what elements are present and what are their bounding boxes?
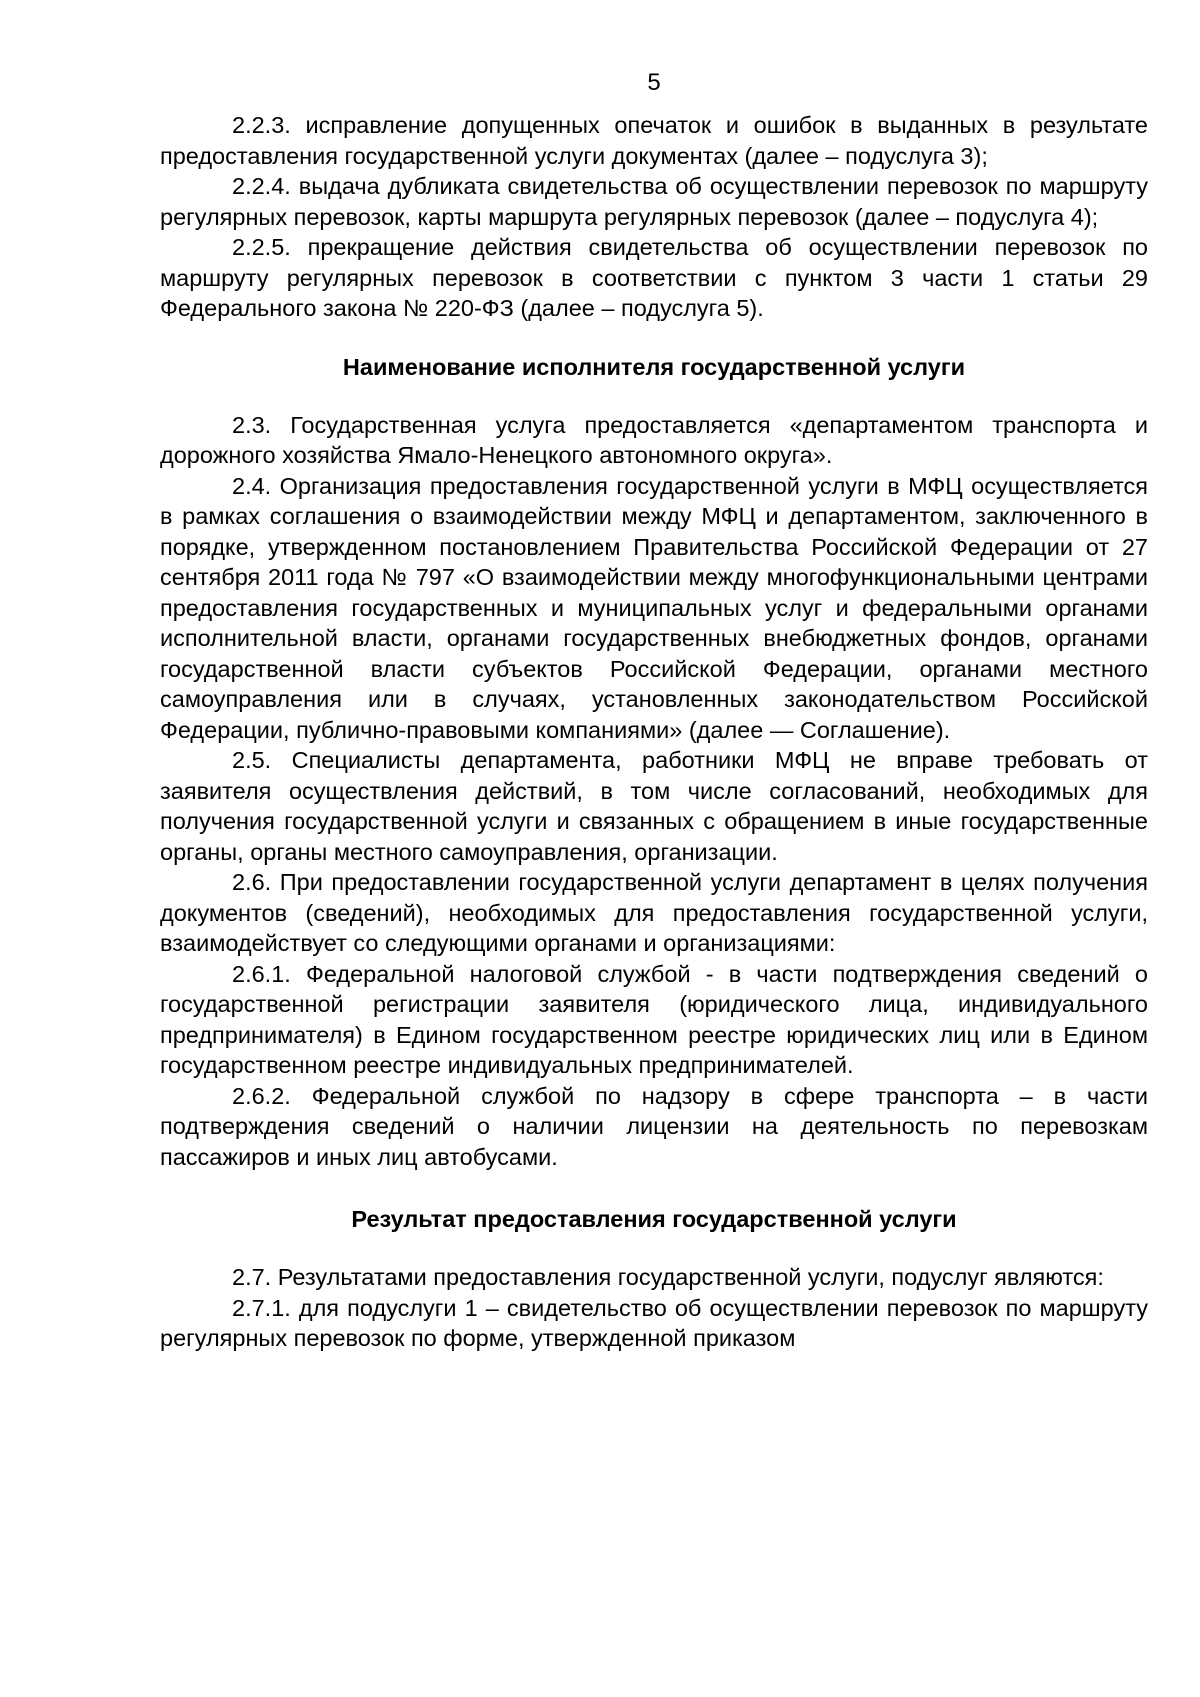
document-page (160, 68, 1148, 1354)
paragraph-2-6-2: 2.6.2. Федеральной службой по надзору в сфере транспорта – в части подтверждения сведений о наличии лицензии на деятельность по перевозкам пассажиров и иных лиц автобусами. (160, 1082, 1148, 1170)
paragraph-2-2-5: 2.2.5. прекращение действия свидетельства об осуществлении перевозок по маршруту регулярных перевозок в соответствии с пунктом 3 части 1 статьи 29 Федерального закона № 220-ФЗ (далее – подуслуга 5). (160, 234, 1148, 321)
section-heading-executor: Наименование исполнителя государственной услуги (342, 353, 966, 380)
page-number: 5 (647, 69, 661, 96)
paragraph-2-7: 2.7. Результатами предоставления государственной услуги, подуслуг являются: (232, 1264, 1104, 1290)
paragraph-2-4: 2.4. Организация предоставления государственной услуги в МФЦ осуществляется в рамках соглашения о взаимодействии между МФЦ и департаментом, заключенного в порядке, утвержденном постановлением Правительства Российской Федерации от 27 сентября 2011 года № 797 «О взаимодействии между многофункциональными центрами предоставления государственных и муниципальных услуг и федеральными органами исполнительной власти, органами государственных внебюджетных фондов, органами государственной власти субъектов Российской Федерации, органами местного самоуправления или в случаях, установленных законодательством Российской Федерации, публично-правовыми компаниями» (далее — Соглашение). (160, 472, 1148, 743)
paragraph-2-6-1: 2.6.1. Федеральной налоговой службой - в части подтверждения сведений о государственной регистрации заявителя (юридического лица, индивидуального предпринимателя) в Едином государственном реестре юридических лиц или в Едином государственном реестре индивидуальных предпринимателей. (160, 960, 1148, 1078)
paragraph-2-2-4: 2.2.4. выдача дубликата свидетельства об осуществлении перевозок по маршруту регулярных перевозок, карты маршрута регулярных перевозок (далее – подуслуга 4); (160, 173, 1148, 230)
paragraph-2-7-1: 2.7.1. для подуслуги 1 – свидетельство об осуществлении перевозок по маршруту регулярных перевозок по форме, утвержденной приказом (160, 1294, 1148, 1351)
paragraph-2-3: 2.3. Государственная услуга предоставляется «департаментом транспорта и дорожного хозяйства Ямало-Ненецкого автономного округа». (160, 411, 1148, 468)
section-heading-result: Результат предоставления государственной услуги (351, 1206, 957, 1232)
paragraph-2-5: 2.5. Специалисты департамента, работники МФЦ не вправе требовать от заявителя осуществления действий, в том числе согласований, необходимых для получения государственной услуги и связанных с обращением в иные государственные органы, органы местного самоуправления, организации. (160, 747, 1148, 865)
paragraph-2-6: 2.6. При предоставлении государственной услуги департамент в целях получения документов (сведений), необходимых для предоставления государственной услуги, взаимодействует со следующими органами и организациями: (160, 869, 1148, 956)
paragraph-2-2-3: 2.2.3. исправление допущенных опечаток и ошибок в выданных в результате предоставления государственной услуги документах (далее – подуслуга 3); (160, 112, 1148, 169)
